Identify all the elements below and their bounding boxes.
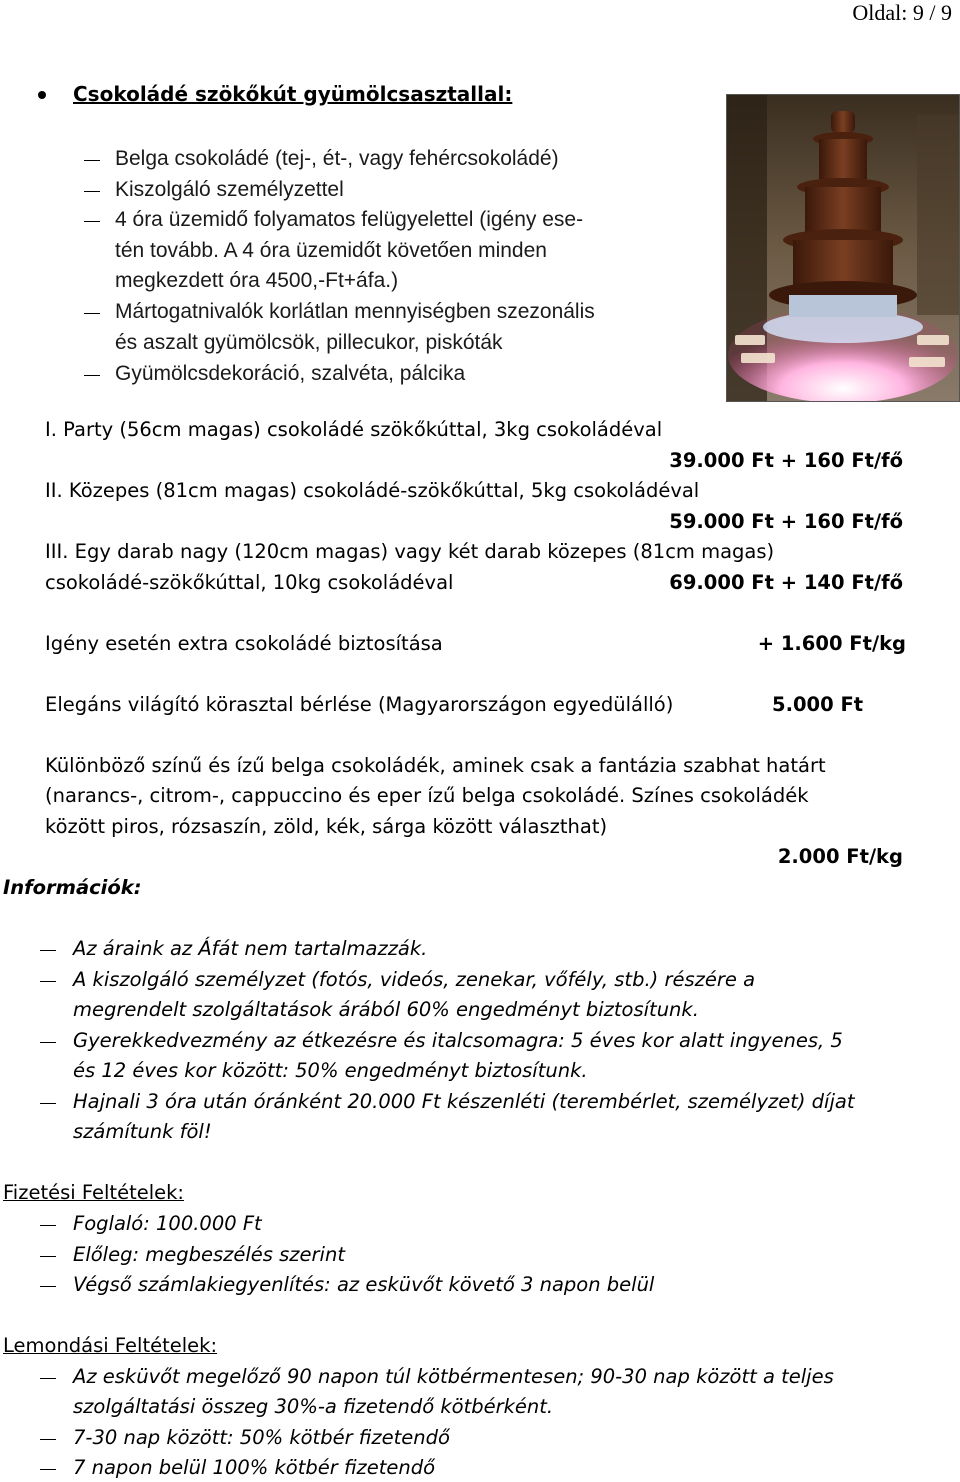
info-item: megrendelt szolgáltatások árából 60% engedményt biztosítunk.: [73, 998, 699, 1021]
cancellation-item: 7 napon belül 100% kötbér fizetendő: [73, 1456, 436, 1479]
dash-marker: [40, 1225, 56, 1226]
feature-item: 4 óra üzemidő folyamatos felügyelettel (igény ese-: [115, 208, 584, 231]
dash-marker: [84, 221, 100, 222]
feature-item: Kiszolgáló személyzettel: [115, 178, 344, 201]
colored-chocolate-line: (narancs-, citrom-, cappuccino és eper ízű belga csokoládé. Színes csokoládék: [45, 784, 809, 807]
cancellation-item: Az esküvőt megelőző 90 napon túl kötbérmentesen; 90-30 nap között a teljes: [73, 1365, 834, 1388]
cancellation-item: szolgáltatási összeg 30%-a fizetendő kötbérként.: [73, 1395, 554, 1418]
colored-chocolate-line: között piros, rózsaszín, zöld, kék, sárga között választhat): [45, 815, 608, 838]
dash-marker: [40, 1469, 56, 1470]
feature-item: megkezdett óra 4500,-Ft+áfa.): [115, 269, 399, 292]
info-item: Az áraink az Áfát nem tartalmazzák.: [73, 937, 428, 960]
dash-marker: [84, 375, 100, 376]
package-3-text-line2: csokoládé-szökőkúttal, 10kg csokoládéval: [45, 571, 454, 594]
section-bullet: [38, 91, 46, 99]
feature-item: és aszalt gyümölcsök, pillecukor, piskóták: [115, 331, 503, 354]
payment-heading: Fizetési Feltételek:: [3, 1181, 184, 1204]
feature-item: Gyümölcsdekoráció, szalvéta, pálcika: [115, 362, 466, 385]
info-item: A kiszolgáló személyzet (fotós, videós, zenekar, vőfély, stb.) részére a: [73, 968, 756, 991]
dash-marker: [40, 1378, 56, 1379]
payment-item: Előleg: megbeszélés szerint: [73, 1243, 345, 1266]
light-table-text: Elegáns világító körasztal bérlése (Magyarországon egyedülálló): [45, 693, 674, 716]
dash-marker: [40, 1256, 56, 1257]
dash-marker: [40, 1439, 56, 1440]
section-title: Csokoládé szökőkút gyümölcsasztallal:: [73, 82, 513, 106]
chocolate-fountain-image: [727, 95, 959, 401]
dash-marker: [40, 981, 56, 982]
cancellation-item: 7-30 nap között: 50% kötbér fizetendő: [73, 1426, 450, 1449]
info-item: és 12 éves kor között: 50% engedményt biztosítunk.: [73, 1059, 588, 1082]
package-2-price: 59.000 Ft + 160 Ft/fő: [669, 510, 903, 533]
light-table-price: 5.000 Ft: [772, 693, 864, 716]
dash-marker: [40, 1042, 56, 1043]
info-heading: Információk:: [3, 876, 142, 899]
dash-marker: [84, 160, 100, 161]
payment-item: Végső számlakiegyenlítés: az esküvőt követő 3 napon belül: [73, 1273, 655, 1296]
dash-marker: [40, 950, 56, 951]
feature-item: Belga csokoládé (tej-, ét-, vagy fehércsokoládé): [115, 147, 559, 170]
chocolate-fountain-photo: [726, 94, 960, 402]
colored-chocolate-line: Különböző színű és ízű belga csokoládék, aminek csak a fantázia szabhat határt: [45, 754, 826, 777]
package-3-price: 69.000 Ft + 140 Ft/fő: [669, 571, 903, 594]
dash-marker: [84, 191, 100, 192]
cancellation-heading: Lemondási Feltételek:: [3, 1334, 218, 1357]
info-item: Hajnali 3 óra után óránként 20.000 Ft készenléti (terembérlet, személyzet) díjat: [73, 1090, 855, 1113]
info-item: számítunk föl!: [73, 1120, 212, 1143]
extra-chocolate-price: + 1.600 Ft/kg: [757, 632, 906, 655]
dash-marker: [84, 313, 100, 314]
package-1-price: 39.000 Ft + 160 Ft/fő: [669, 449, 903, 472]
colored-chocolate-price: 2.000 Ft/kg: [777, 845, 903, 868]
payment-item: Foglaló: 100.000 Ft: [73, 1212, 262, 1235]
package-3-text-line1: III. Egy darab nagy (120cm magas) vagy két darab közepes (81cm magas): [45, 540, 775, 563]
package-1-text: I. Party (56cm magas) csokoládé szökőkúttal, 3kg csokoládéval: [45, 418, 663, 441]
dash-marker: [40, 1286, 56, 1287]
dash-marker: [40, 1103, 56, 1104]
extra-chocolate-text: Igény esetén extra csokoládé biztosítása: [45, 632, 443, 655]
package-2-text: II. Közepes (81cm magas) csokoládé-szökőkúttal, 5kg csokoládéval: [45, 479, 700, 502]
page-number: Oldal: 9 / 9: [852, 0, 952, 25]
feature-item: Mártogatnivalók korlátlan mennyiségben szezonális: [115, 300, 595, 323]
info-item: Gyerekkedvezmény az étkezésre és italcsomagra: 5 éves kor alatt ingyenes, 5: [73, 1029, 843, 1052]
feature-item: tén tovább. A 4 óra üzemidőt követően minden: [115, 239, 547, 262]
